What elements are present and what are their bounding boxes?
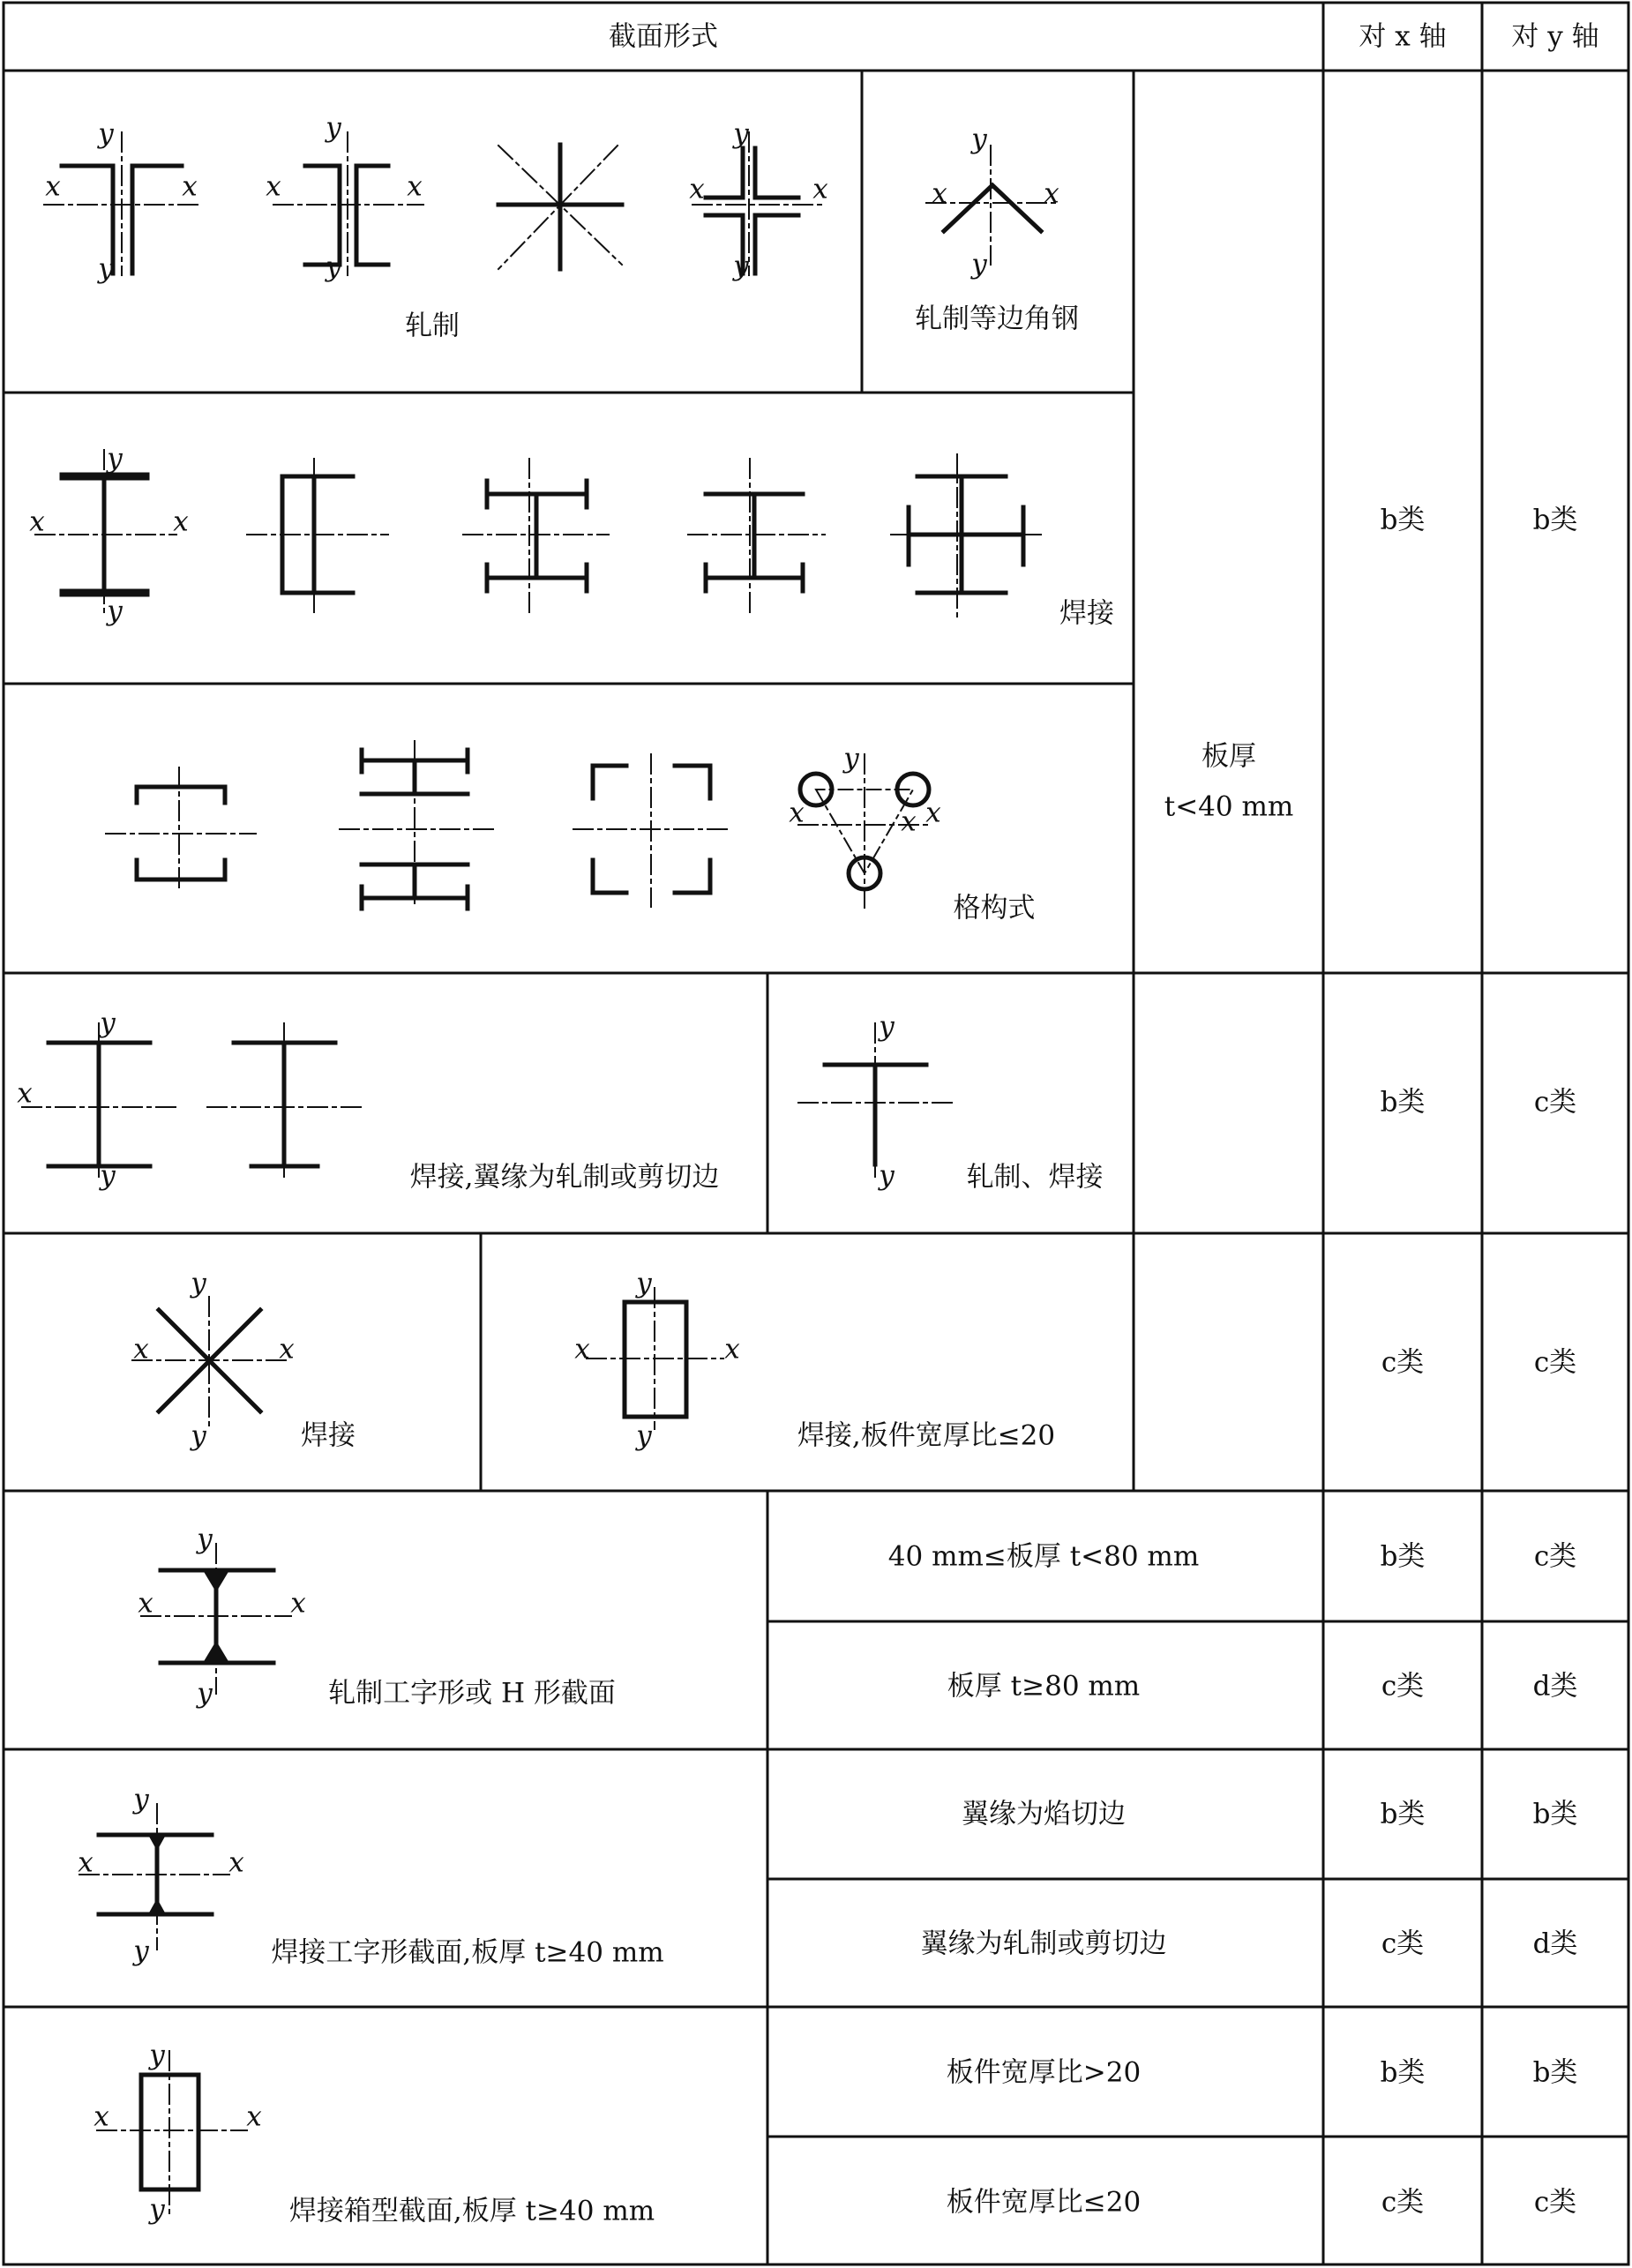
class-x-block1: b类 <box>1380 504 1426 536</box>
cond-row6b: 板厚 t≥80 mm <box>947 1670 1141 1703</box>
welded-i-thick-diagram <box>79 1804 229 1950</box>
axis-x-label: x <box>290 1587 306 1620</box>
axis-x-label: x <box>94 2100 109 2133</box>
axis-y-label: y <box>971 248 987 281</box>
axis-x-label: x <box>182 170 198 203</box>
axis-x-label: x <box>724 1333 740 1366</box>
class-y-row7a: b类 <box>1532 1798 1578 1830</box>
welded-i-flange-b-diagram <box>207 1023 362 1178</box>
axis-x-label: x <box>279 1333 295 1366</box>
welded-i-flange-a-diagram <box>22 1023 176 1178</box>
class-x-row8a: b类 <box>1380 2056 1426 2089</box>
label-welded: 焊接 <box>1059 597 1114 630</box>
class-y-row5: c类 <box>1533 1346 1577 1379</box>
axis-x-label: x <box>574 1333 590 1366</box>
class-y-row8b: c类 <box>1533 2186 1577 2219</box>
axis-y-label: y <box>879 1159 895 1192</box>
axis-y-label: y <box>733 250 749 282</box>
welded-box-thick-diagram <box>97 2051 247 2214</box>
label-lattice: 格构式 <box>953 892 1036 924</box>
header-y-axis: 对 y 轴 <box>1511 20 1599 53</box>
label-welded-ratio: 焊接,板件宽厚比≤20 <box>797 1419 1056 1452</box>
axis-y-label: y <box>149 2039 165 2071</box>
welded-i-heavy-flange-diagram <box>35 450 176 618</box>
class-x-row6a: b类 <box>1380 1540 1426 1573</box>
axis-x-label: x <box>17 1077 33 1110</box>
axis-x-label: x <box>689 173 705 206</box>
welded-box-ratio-diagram <box>587 1288 723 1429</box>
label-rolled: 轧制 <box>405 310 460 342</box>
axis-y-label: y <box>326 111 341 144</box>
axis-y-label: y <box>733 117 749 150</box>
lattice-four-angle-diagram <box>573 754 728 907</box>
rolled-h-section-diagram <box>141 1544 291 1694</box>
class-y-block1: b类 <box>1532 504 1578 536</box>
axis-x-label: x <box>228 1846 244 1879</box>
header-section-form: 截面形式 <box>609 20 718 53</box>
rolled-four-angle-diagram <box>692 132 828 275</box>
axis-y-label: y <box>843 742 859 775</box>
axis-y-label: y <box>636 1419 652 1452</box>
class-x-row4: b类 <box>1380 1086 1426 1119</box>
axis-x-label: x <box>407 170 423 203</box>
welded-channel-box-diagram <box>247 459 388 618</box>
axis-x-label: x <box>45 170 61 203</box>
class-y-row8a: b类 <box>1532 2056 1578 2089</box>
axis-y-label: y <box>636 1267 652 1299</box>
class-y-row6a: c类 <box>1533 1540 1577 1573</box>
axis-x-label: x <box>1044 177 1059 210</box>
cond-row6a: 40 mm≤板厚 t<80 mm <box>887 1540 1200 1573</box>
axis-y-label: y <box>133 1783 149 1815</box>
header-x-axis: 对 x 轴 <box>1359 20 1447 53</box>
axis-y-label: y <box>100 1007 116 1039</box>
rolled-double-channel-diagram <box>273 132 423 275</box>
welded-t-double-diagram <box>688 459 825 618</box>
welded-i-with-stiffener-diagram <box>463 459 609 618</box>
label-welded-i-thick: 焊接工字形截面,板厚 t≥40 mm <box>271 1936 664 1969</box>
rolled-welded-t-diagram <box>798 1023 953 1178</box>
axis-y-label: y <box>191 1419 206 1452</box>
label-rolled-welded: 轧制、焊接 <box>966 1161 1104 1194</box>
axis-y-label: y <box>133 1935 149 1967</box>
lattice-i-pair-diagram <box>340 741 494 909</box>
axis-y-label: y <box>98 117 114 150</box>
axis-x-label: x <box>246 2100 262 2133</box>
axis-x-label: x <box>78 1846 94 1879</box>
label-welded-box-thick: 焊接箱型截面,板厚 t≥40 mm <box>288 2195 655 2227</box>
axis-y-label: y <box>879 1010 895 1043</box>
axis-y-label: y <box>197 1523 213 1555</box>
rolled-double-angle-diagram <box>44 132 198 275</box>
axis-y-label: y <box>107 442 123 475</box>
class-y-row6b: d类 <box>1532 1670 1578 1703</box>
rolled-cross-angle-diagram <box>498 145 622 269</box>
axis-y-label: y <box>191 1267 206 1299</box>
axis-y-label: y <box>149 2193 165 2226</box>
class-x-row8b: c类 <box>1381 2186 1425 2219</box>
axis-y-label: y <box>107 595 123 627</box>
table-grid <box>4 3 1628 2264</box>
axis-y-label: y <box>197 1677 213 1710</box>
axis-y-label: y <box>100 1159 116 1192</box>
label-welded-star: 焊接 <box>301 1419 356 1452</box>
axis-x-label: x <box>29 505 45 538</box>
cond-row8a: 板件宽厚比>20 <box>946 2056 1142 2089</box>
thin-plate-line1: 板厚 <box>1202 740 1256 773</box>
axis-y-label: y <box>971 123 987 155</box>
axis-y-label: y <box>98 252 114 285</box>
class-y-row4: c类 <box>1533 1086 1577 1119</box>
cond-row7b: 翼缘为轧制或剪切边 <box>920 1927 1167 1960</box>
axis-x-label: x <box>173 505 189 538</box>
class-x-row6b: c类 <box>1381 1670 1425 1703</box>
welded-cross-diagram <box>891 454 1041 618</box>
cond-row7a: 翼缘为焰切边 <box>962 1798 1126 1830</box>
label-rolled-angle: 轧制等边角钢 <box>915 303 1079 335</box>
axis-x-label: x <box>901 805 917 838</box>
label-welded-flange: 焊接,翼缘为轧制或剪切边 <box>409 1161 720 1194</box>
thin-plate-line2: t<40 mm <box>1164 790 1294 823</box>
axis-y-label: y <box>326 251 341 283</box>
welded-star-diagram <box>132 1297 291 1429</box>
axis-x-label: x <box>138 1587 153 1620</box>
label-rolled-h: 轧制工字形或 H 形截面 <box>328 1677 616 1710</box>
class-x-row7a: b类 <box>1380 1798 1426 1830</box>
class-x-row5: c类 <box>1381 1346 1425 1379</box>
axis-x-label: x <box>812 173 828 206</box>
axis-x-label: x <box>789 797 805 829</box>
class-y-row7b: d类 <box>1532 1927 1578 1960</box>
axis-x-label: x <box>932 177 947 210</box>
axis-x-label: x <box>266 170 281 203</box>
cond-row8b: 板件宽厚比≤20 <box>946 2186 1142 2219</box>
axis-x-label: x <box>133 1333 149 1366</box>
lattice-channels-diagram <box>106 767 256 891</box>
class-x-row7b: c类 <box>1381 1927 1425 1960</box>
axis-x-label: x <box>925 797 941 829</box>
